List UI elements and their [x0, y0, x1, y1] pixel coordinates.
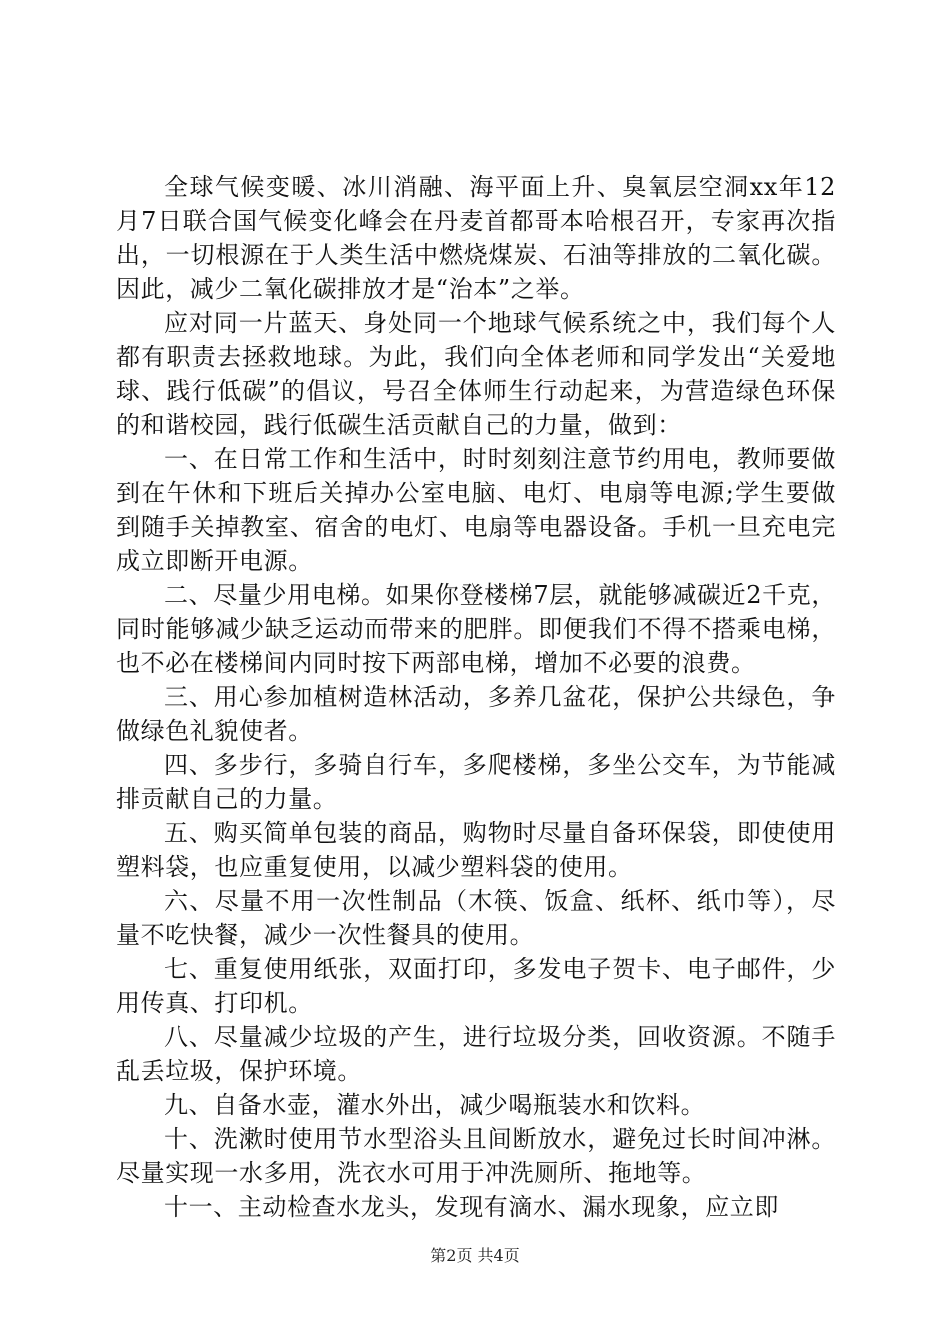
paragraph-proposal: 应对同一片蓝天、身处同一个地球气候系统之中，我们每个人都有职责去拯救地球。为此，我们向全体老师和同学发出“关爱地球、践行低碳”的倡议，号召全体师生行动起来，为营造绿色环保的和谐校园，践行低碳生活贡献自己的力量，做到：	[116, 309, 836, 439]
paragraph-item-3: 三、用心参加植树造林活动，多养几盆花，保护公共绿色，争做绿色礼貌使者。	[116, 683, 836, 745]
paragraph-item-9: 九、自备水壶，灌水外出，减少喝瓶装水和饮料。	[164, 1091, 706, 1119]
paragraph-item-2: 二、尽量少用电梯。如果你登楼梯7层，就能够减碳近2千克，同时能够减少缺乏运动而带来的肥胖。即便我们不得不搭乘电梯，也不必在楼梯间内同时按下两部电梯，增加不必要的浪费。	[116, 581, 836, 677]
paragraph-item-4: 四、多步行，多骑自行车，多爬楼梯，多坐公交车，为节能减排贡献自己的力量。	[116, 751, 836, 813]
paragraph-item-5: 五、购买简单包装的商品，购物时尽量自备环保袋，即使使用塑料袋，也应重复使用，以减少塑料袋的使用。	[116, 819, 836, 881]
paragraph-item-1: 一、在日常工作和生活中，时时刻刻注意节约用电，教师要做到在午休和下班后关掉办公室电脑、电灯、电扇等电源;学生要做到随手关掉教室、宿舍的电灯、电扇等电器设备。手机一旦充电完成立即断开电源。	[116, 445, 836, 575]
document-body	[116, 170, 836, 1224]
paragraph-item-8: 八、尽量减少垃圾的产生，进行垃圾分类，回收资源。不随手乱丢垃圾，保护环境。	[116, 1023, 836, 1085]
paragraph-item-6: 六、尽量不用一次性制品（木筷、饭盒、纸杯、纸巾等），尽量不吃快餐，减少一次性餐具的使用。	[116, 887, 836, 949]
paragraph-item-7: 七、重复使用纸张，双面打印，多发电子贺卡、电子邮件，少用传真、打印机。	[116, 955, 836, 1017]
paragraph-intro: 全球气候变暖、冰川消融、海平面上升、臭氧层空洞xx年12月7日联合国气候变化峰会在丹麦首都哥本哈根召开，专家再次指出，一切根源在于人类生活中燃烧煤炭、石油等排放的二氧化碳。因此，减少二氧化碳排放才是“治本”之举。	[116, 173, 836, 303]
paragraph-item-11: 十一、主动检查水龙头，发现有滴水、漏水现象，应立即	[164, 1193, 779, 1221]
page-footer	[0, 1246, 950, 1266]
paragraph-item-10: 十、洗漱时使用节水型浴头且间断放水，避免过长时间冲淋。尽量实现一水多用，洗衣水可用于冲洗厕所、拖地等。	[116, 1125, 836, 1187]
page-number-label: 第2页 共4页	[430, 1246, 520, 1265]
